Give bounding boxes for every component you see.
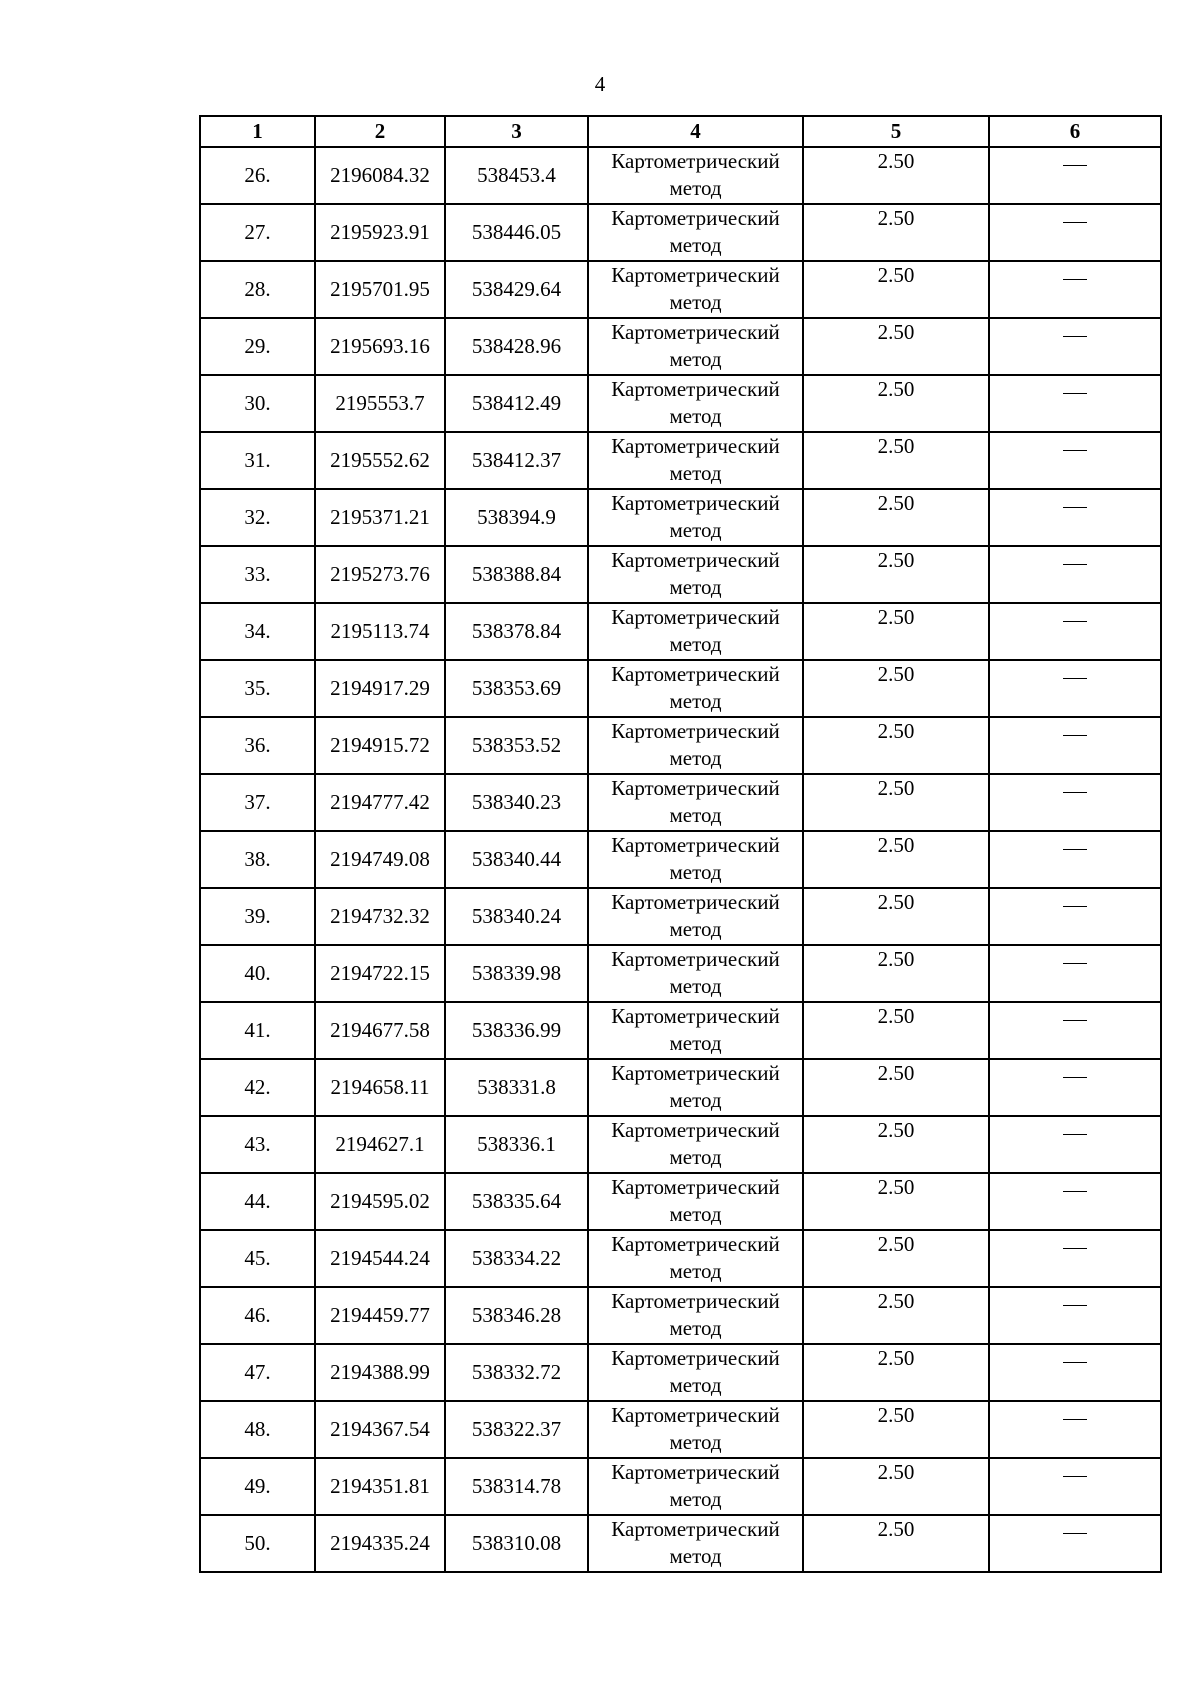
method-name-line1: Картометрический	[611, 491, 780, 515]
coordinate-x: 2194388.99	[315, 1344, 445, 1401]
coordinate-x: 2194459.77	[315, 1287, 445, 1344]
table-row	[200, 432, 1161, 489]
column-header: 1	[200, 116, 315, 147]
method-name-line2: метод	[669, 746, 722, 770]
point-number: 31.	[200, 432, 315, 489]
accuracy-value: 2.50	[803, 774, 989, 831]
method-name-line2: метод	[669, 1088, 722, 1112]
coordinate-x: 2194544.24	[315, 1230, 445, 1287]
dash-mark	[1063, 165, 1087, 166]
method-cell	[588, 1059, 803, 1116]
note-cell	[989, 1173, 1161, 1230]
method-name-line1: Картометрический	[611, 1004, 780, 1028]
note-cell	[989, 318, 1161, 375]
note-cell	[989, 1458, 1161, 1515]
coordinate-y: 538340.24	[445, 888, 588, 945]
point-number: 32.	[200, 489, 315, 546]
note-cell	[989, 432, 1161, 489]
accuracy-value: 2.50	[803, 1230, 989, 1287]
page-number: 4	[594, 72, 606, 96]
coordinate-x: 2194367.54	[315, 1401, 445, 1458]
method-name-line2: метод	[669, 1487, 722, 1511]
method-cell	[588, 489, 803, 546]
method-cell	[588, 318, 803, 375]
dash-mark	[1063, 1476, 1087, 1477]
accuracy-value: 2.50	[803, 204, 989, 261]
method-name-line2: метод	[669, 1202, 722, 1226]
method-cell	[588, 1230, 803, 1287]
point-number: 50.	[200, 1515, 315, 1572]
coordinate-y: 538446.05	[445, 204, 588, 261]
coordinate-x: 2194677.58	[315, 1002, 445, 1059]
dash-mark	[1063, 1248, 1087, 1249]
point-number: 33.	[200, 546, 315, 603]
coordinate-y: 538378.84	[445, 603, 588, 660]
method-name-line2: метод	[669, 917, 722, 941]
coordinate-y: 538353.69	[445, 660, 588, 717]
accuracy-value: 2.50	[803, 261, 989, 318]
note-cell	[989, 1116, 1161, 1173]
accuracy-value: 2.50	[803, 603, 989, 660]
coordinate-x: 2196084.32	[315, 147, 445, 204]
point-number: 28.	[200, 261, 315, 318]
coordinate-x: 2195693.16	[315, 318, 445, 375]
dash-mark	[1063, 1533, 1087, 1534]
coordinate-x: 2194335.24	[315, 1515, 445, 1572]
method-name-line1: Картометрический	[611, 947, 780, 971]
table-row	[200, 1458, 1161, 1515]
accuracy-value: 2.50	[803, 1002, 989, 1059]
note-cell	[989, 204, 1161, 261]
table-row	[200, 831, 1161, 888]
method-name-line2: метод	[669, 1145, 722, 1169]
dash-mark	[1063, 336, 1087, 337]
method-cell	[588, 261, 803, 318]
accuracy-value: 2.50	[803, 1515, 989, 1572]
coordinate-x: 2195371.21	[315, 489, 445, 546]
method-name-line2: метод	[669, 404, 722, 428]
table-row	[200, 774, 1161, 831]
note-cell	[989, 717, 1161, 774]
note-cell	[989, 261, 1161, 318]
method-name-line2: метод	[669, 860, 722, 884]
method-name-line1: Картометрический	[611, 263, 780, 287]
coordinate-x: 2194658.11	[315, 1059, 445, 1116]
table-row	[200, 660, 1161, 717]
note-cell	[989, 888, 1161, 945]
dash-mark	[1063, 678, 1087, 679]
accuracy-value: 2.50	[803, 1116, 989, 1173]
column-header: 5	[803, 116, 989, 147]
point-number: 47.	[200, 1344, 315, 1401]
table-row	[200, 603, 1161, 660]
coordinate-x: 2195273.76	[315, 546, 445, 603]
accuracy-value: 2.50	[803, 888, 989, 945]
method-name-line1: Картометрический	[611, 206, 780, 230]
method-name-line1: Картометрический	[611, 1403, 780, 1427]
table-row	[200, 1173, 1161, 1230]
method-cell	[588, 945, 803, 1002]
accuracy-value: 2.50	[803, 1059, 989, 1116]
coordinate-y: 538314.78	[445, 1458, 588, 1515]
point-number: 44.	[200, 1173, 315, 1230]
coordinate-y: 538429.64	[445, 261, 588, 318]
table-row	[200, 1002, 1161, 1059]
table-row	[200, 945, 1161, 1002]
method-name-line2: метод	[669, 1430, 722, 1454]
accuracy-value: 2.50	[803, 546, 989, 603]
dash-mark	[1063, 564, 1087, 565]
coordinate-x: 2194722.15	[315, 945, 445, 1002]
method-name-line2: метод	[669, 974, 722, 998]
note-cell	[989, 1287, 1161, 1344]
dash-mark	[1063, 792, 1087, 793]
column-header: 6	[989, 116, 1161, 147]
method-name-line1: Картометрический	[611, 1289, 780, 1313]
coordinate-x: 2194777.42	[315, 774, 445, 831]
method-name-line2: метод	[669, 461, 722, 485]
point-number: 30.	[200, 375, 315, 432]
method-cell	[588, 1173, 803, 1230]
method-name-line2: метод	[669, 575, 722, 599]
column-header: 2	[315, 116, 445, 147]
coordinate-y: 538336.99	[445, 1002, 588, 1059]
accuracy-value: 2.50	[803, 1173, 989, 1230]
method-name-line2: метод	[669, 1259, 722, 1283]
coordinate-y: 538310.08	[445, 1515, 588, 1572]
note-cell	[989, 945, 1161, 1002]
dash-mark	[1063, 963, 1087, 964]
coordinate-y: 538353.52	[445, 717, 588, 774]
coordinate-y: 538331.8	[445, 1059, 588, 1116]
accuracy-value: 2.50	[803, 375, 989, 432]
accuracy-value: 2.50	[803, 945, 989, 1002]
coordinate-y: 538335.64	[445, 1173, 588, 1230]
coordinates-table	[199, 115, 1162, 1573]
coordinate-y: 538322.37	[445, 1401, 588, 1458]
point-number: 27.	[200, 204, 315, 261]
table-row	[200, 318, 1161, 375]
method-cell	[588, 1287, 803, 1344]
point-number: 41.	[200, 1002, 315, 1059]
method-name-line1: Картометрический	[611, 890, 780, 914]
coordinate-y: 538336.1	[445, 1116, 588, 1173]
method-name-line2: метод	[669, 233, 722, 257]
method-name-line1: Картометрический	[611, 1460, 780, 1484]
column-header: 3	[445, 116, 588, 147]
note-cell	[989, 1002, 1161, 1059]
coordinate-y: 538340.23	[445, 774, 588, 831]
coordinate-y: 538339.98	[445, 945, 588, 1002]
method-cell	[588, 375, 803, 432]
dash-mark	[1063, 1419, 1087, 1420]
accuracy-value: 2.50	[803, 717, 989, 774]
note-cell	[989, 1515, 1161, 1572]
point-number: 35.	[200, 660, 315, 717]
method-cell	[588, 1458, 803, 1515]
point-number: 39.	[200, 888, 315, 945]
method-name-line1: Картометрический	[611, 434, 780, 458]
method-cell	[588, 147, 803, 204]
method-name-line2: метод	[669, 803, 722, 827]
accuracy-value: 2.50	[803, 1344, 989, 1401]
dash-mark	[1063, 849, 1087, 850]
note-cell	[989, 1344, 1161, 1401]
coordinate-x: 2194749.08	[315, 831, 445, 888]
coordinate-y: 538428.96	[445, 318, 588, 375]
method-cell	[588, 204, 803, 261]
accuracy-value: 2.50	[803, 489, 989, 546]
table-row	[200, 717, 1161, 774]
note-cell	[989, 546, 1161, 603]
method-name-line1: Картометрический	[611, 1517, 780, 1541]
method-name-line2: метод	[669, 518, 722, 542]
coordinate-x: 2194732.32	[315, 888, 445, 945]
method-cell	[588, 1002, 803, 1059]
method-name-line1: Картометрический	[611, 1118, 780, 1142]
accuracy-value: 2.50	[803, 432, 989, 489]
method-name-line2: метод	[669, 176, 722, 200]
dash-mark	[1063, 906, 1087, 907]
method-name-line1: Картометрический	[611, 833, 780, 857]
method-name-line2: метод	[669, 290, 722, 314]
method-cell	[588, 1116, 803, 1173]
method-name-line1: Картометрический	[611, 776, 780, 800]
point-number: 49.	[200, 1458, 315, 1515]
method-name-line1: Картометрический	[611, 662, 780, 686]
method-cell	[588, 660, 803, 717]
method-name-line1: Картометрический	[611, 149, 780, 173]
method-cell	[588, 432, 803, 489]
table-row	[200, 204, 1161, 261]
note-cell	[989, 375, 1161, 432]
table-row	[200, 1344, 1161, 1401]
method-name-line1: Картометрический	[611, 1175, 780, 1199]
point-number: 38.	[200, 831, 315, 888]
table-row	[200, 1515, 1161, 1572]
method-name-line1: Картометрический	[611, 605, 780, 629]
coordinate-x: 2195113.74	[315, 603, 445, 660]
method-name-line1: Картометрический	[611, 377, 780, 401]
coordinate-y: 538394.9	[445, 489, 588, 546]
coordinate-y: 538340.44	[445, 831, 588, 888]
point-number: 36.	[200, 717, 315, 774]
point-number: 37.	[200, 774, 315, 831]
table-row	[200, 1116, 1161, 1173]
coordinate-x: 2194627.1	[315, 1116, 445, 1173]
coordinate-y: 538334.22	[445, 1230, 588, 1287]
column-header: 4	[588, 116, 803, 147]
coordinate-x: 2194915.72	[315, 717, 445, 774]
coordinate-y: 538332.72	[445, 1344, 588, 1401]
dash-mark	[1063, 507, 1087, 508]
coordinate-x: 2195701.95	[315, 261, 445, 318]
note-cell	[989, 147, 1161, 204]
accuracy-value: 2.50	[803, 831, 989, 888]
method-name-line2: метод	[669, 347, 722, 371]
method-cell	[588, 717, 803, 774]
note-cell	[989, 1230, 1161, 1287]
table-row	[200, 489, 1161, 546]
method-name-line1: Картометрический	[611, 719, 780, 743]
method-cell	[588, 888, 803, 945]
note-cell	[989, 774, 1161, 831]
point-number: 29.	[200, 318, 315, 375]
note-cell	[989, 603, 1161, 660]
accuracy-value: 2.50	[803, 660, 989, 717]
dash-mark	[1063, 1191, 1087, 1192]
dash-mark	[1063, 279, 1087, 280]
point-number: 46.	[200, 1287, 315, 1344]
method-cell	[588, 774, 803, 831]
point-number: 26.	[200, 147, 315, 204]
table-row	[200, 1230, 1161, 1287]
accuracy-value: 2.50	[803, 1458, 989, 1515]
method-name-line2: метод	[669, 632, 722, 656]
method-cell	[588, 1401, 803, 1458]
table-row	[200, 1287, 1161, 1344]
method-name-line2: метод	[669, 689, 722, 713]
note-cell	[989, 489, 1161, 546]
coordinate-x: 2194917.29	[315, 660, 445, 717]
method-cell	[588, 1515, 803, 1572]
point-number: 42.	[200, 1059, 315, 1116]
dash-mark	[1063, 1134, 1087, 1135]
method-name-line1: Картометрический	[611, 1232, 780, 1256]
point-number: 43.	[200, 1116, 315, 1173]
table-row	[200, 375, 1161, 432]
note-cell	[989, 660, 1161, 717]
table-header-row	[200, 116, 1161, 147]
method-name-line2: метод	[669, 1373, 722, 1397]
coordinate-y: 538412.37	[445, 432, 588, 489]
dash-mark	[1063, 222, 1087, 223]
table-row	[200, 1401, 1161, 1458]
dash-mark	[1063, 621, 1087, 622]
point-number: 40.	[200, 945, 315, 1002]
table-row	[200, 888, 1161, 945]
dash-mark	[1063, 1020, 1087, 1021]
table-row	[200, 1059, 1161, 1116]
coordinate-x: 2194351.81	[315, 1458, 445, 1515]
coordinate-y: 538412.49	[445, 375, 588, 432]
point-number: 45.	[200, 1230, 315, 1287]
note-cell	[989, 831, 1161, 888]
table-row	[200, 546, 1161, 603]
method-name-line2: метод	[669, 1031, 722, 1055]
dash-mark	[1063, 1077, 1087, 1078]
accuracy-value: 2.50	[803, 1287, 989, 1344]
accuracy-value: 2.50	[803, 1401, 989, 1458]
coordinate-y: 538388.84	[445, 546, 588, 603]
coordinate-y: 538453.4	[445, 147, 588, 204]
coordinate-x: 2195553.7	[315, 375, 445, 432]
method-name-line2: метод	[669, 1544, 722, 1568]
note-cell	[989, 1401, 1161, 1458]
dash-mark	[1063, 450, 1087, 451]
method-name-line1: Картометрический	[611, 320, 780, 344]
coordinate-x: 2195923.91	[315, 204, 445, 261]
table-row	[200, 261, 1161, 318]
dash-mark	[1063, 735, 1087, 736]
point-number: 48.	[200, 1401, 315, 1458]
point-number: 34.	[200, 603, 315, 660]
method-cell	[588, 603, 803, 660]
method-cell	[588, 831, 803, 888]
dash-mark	[1063, 393, 1087, 394]
accuracy-value: 2.50	[803, 147, 989, 204]
dash-mark	[1063, 1362, 1087, 1363]
note-cell	[989, 1059, 1161, 1116]
coordinate-y: 538346.28	[445, 1287, 588, 1344]
coordinate-x: 2195552.62	[315, 432, 445, 489]
method-name-line1: Картометрический	[611, 1061, 780, 1085]
method-cell	[588, 1344, 803, 1401]
accuracy-value: 2.50	[803, 318, 989, 375]
dash-mark	[1063, 1305, 1087, 1306]
coordinate-x: 2194595.02	[315, 1173, 445, 1230]
method-name-line2: метод	[669, 1316, 722, 1340]
method-name-line1: Картометрический	[611, 1346, 780, 1370]
method-cell	[588, 546, 803, 603]
table-row	[200, 147, 1161, 204]
method-name-line1: Картометрический	[611, 548, 780, 572]
